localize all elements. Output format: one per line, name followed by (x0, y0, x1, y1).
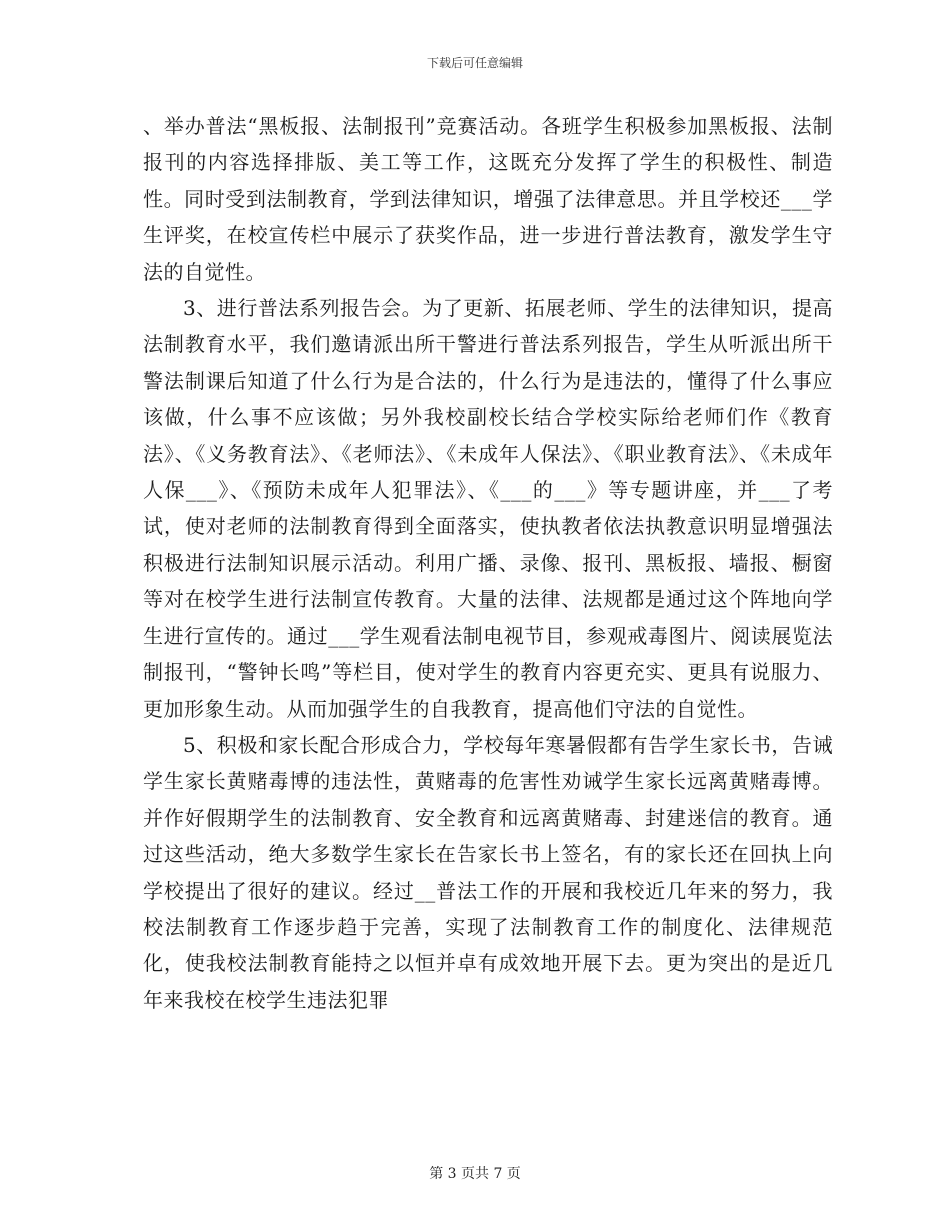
page-number: 第 3 页共 7 页 (429, 1166, 521, 1182)
document-body (143, 108, 833, 1018)
paragraph-1: 、举办普法“黑板报、法制报刊”竞赛活动。各班学生积极参加黑板报、法制报刊的内容选择排版、美工等工作，这既充分发挥了学生的积极性、制造性。同时受到法制教育，学到法律知识，增强了法律意思。并且学校还___学生评奖，在校宣传栏中展示了获奖作品，进一步进行普法教育，激发学生守法的自觉性。 (143, 114, 833, 284)
paragraph-2: 3、进行普法系列报告会。为了更新、拓展老师、学生的法律知识，提高法制教育水平，我们邀请派出所干警进行普法系列报告，学生从听派出所干警法制课后知道了什么行为是合法的，什么行为是违法的，懂得了什么事应该做，什么事不应该做；另外我校副校长结合学校实际给老师们作《教育法》、《义务教育法》、《老师法》、《未成年人保法》、《职业教育法》、《未成年人保___》、《预防未成年人犯罪法》、《___的___》等专题讲座，并___了考试，使对老师的法制教育得到全面落实，使执教者依法执教意识明显增强法积极进行法制知识展示活动。利用广播、录像、报刊、黑板报、墙报、橱窗等对在校学生进行法制宣传教育。大量的法律、法规都是通过这个阵地向学生进行宣传的。通过___学生观看法制电视节目，参观戒毒图片、阅读展览法制报刊，“警钟长鸣”等栏目，使对学生的教育内容更充实、更具有说服力、更加形象生动。从而加强学生的自我教育，提高他们守法的自觉性。 (143, 296, 833, 721)
header-note: 下载后可任意编辑 (426, 56, 523, 70)
paragraph-3: 5、积极和家长配合形成合力，学校每年寒暑假都有告学生家长书，告诫学生家长黄赌毒博的违法性，黄赌毒的危害性劝诫学生家长远离黄赌毒博。并作好假期学生的法制教育、安全教育和远离黄赌毒、封建迷信的教育。通过这些活动，绝大多数学生家长在告家长书上签名，有的家长还在回执上向学校提出了很好的建议。经过__普法工作的开展和我校近几年来的努力，我校法制教育工作逐步趋于完善，实现了法制教育工作的制度化、法律规范化，使我校法制教育能持之以恒并卓有成效地开展下去。更为突出的是近几年来我校在校学生违法犯罪 (143, 732, 833, 1012)
